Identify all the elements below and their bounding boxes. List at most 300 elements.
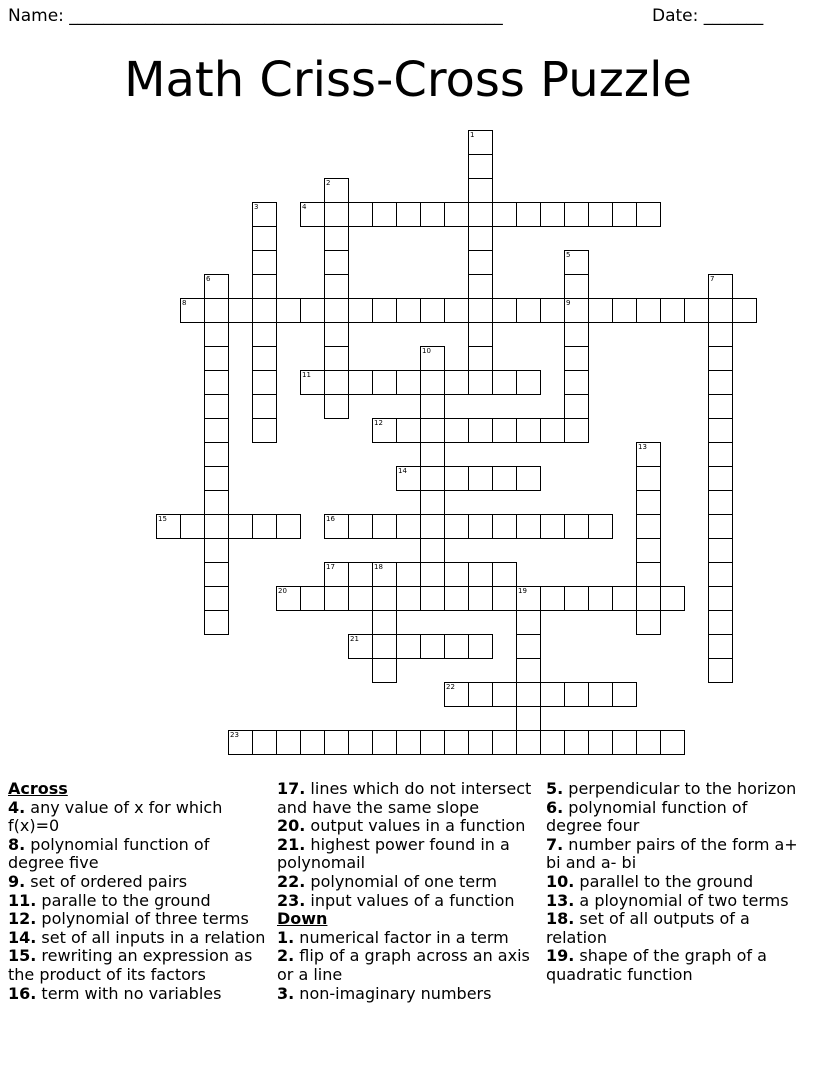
grid-cell[interactable] [324,178,349,203]
clue-number: 10 [422,347,431,355]
grid-cell[interactable] [636,514,661,539]
clue-item [277,817,539,836]
down-clue-list [277,929,539,1003]
grid-cell[interactable] [324,202,349,227]
clue-number: 3 [254,203,259,211]
clue-number: 13 [638,443,647,451]
clue-item [8,929,270,948]
grid-cell[interactable] [708,322,733,347]
clue-number: 18 [374,563,383,571]
grid-cell[interactable] [348,202,373,227]
grid-cell[interactable] [228,514,253,539]
grid-cell[interactable] [444,202,469,227]
clue-item-number: 6. [546,797,564,817]
clue-item-text: parallel to the ground [574,871,754,891]
clue-number: 4 [302,203,307,211]
clue-item-number: 4. [8,797,26,817]
clue-item-text: flip of a graph across an axis or a line [277,946,530,984]
grid-cell[interactable] [564,394,589,419]
grid-cell[interactable] [468,682,493,707]
grid-cell[interactable] [348,562,373,587]
clues-column-2 [277,780,539,1003]
grid-cell[interactable] [300,586,325,611]
clue-item-text: number pairs of the form a+ bi and a- bi [546,834,798,873]
grid-cell[interactable] [468,154,493,179]
grid-cell[interactable] [276,298,301,323]
grid-cell[interactable] [324,514,349,539]
grid-cell[interactable] [636,490,661,515]
grid-cell[interactable] [492,730,517,755]
grid-cell[interactable] [492,418,517,443]
grid-cell[interactable] [636,586,661,611]
grid-cell[interactable] [276,514,301,539]
clue-item-number: 13. [546,890,575,910]
grid-cell[interactable] [564,346,589,371]
grid-cell[interactable] [204,394,229,419]
grid-cell[interactable] [252,202,277,227]
clue-number: 11 [302,371,311,379]
clue-item-number: 17. [277,779,306,798]
clue-number: 1 [470,131,475,139]
clue-item-text: a ploynomial of two terms [574,890,789,910]
grid-cell[interactable] [372,610,397,635]
grid-cell[interactable] [204,490,229,515]
grid-cell[interactable] [204,562,229,587]
grid-cell[interactable] [612,586,637,611]
grid-cell[interactable] [396,514,421,539]
clue-number: 6 [206,275,211,283]
grid-cell[interactable] [252,730,277,755]
clue-item-number: 3. [277,983,295,1003]
clue-item [277,892,539,911]
grid-cell[interactable] [444,634,469,659]
clue-item-text: any value of x for which f(x)=0 [8,797,223,836]
grid-cell[interactable] [708,370,733,395]
across-heading: Across [8,779,68,798]
clues-column-3 [546,780,808,985]
clue-item-text: polynomial function of degree four [546,797,748,836]
grid-cell[interactable] [588,202,613,227]
grid-cell[interactable] [468,202,493,227]
clue-item-number: 22. [277,871,306,891]
grid-cell[interactable] [204,298,229,323]
grid-cell[interactable] [492,298,517,323]
grid-cell[interactable] [708,442,733,467]
grid-cell[interactable] [396,298,421,323]
grid-cell[interactable] [684,298,709,323]
clue-item [8,892,270,911]
grid-cell[interactable] [516,610,541,635]
grid-cell[interactable] [348,730,373,755]
grid-cell[interactable] [372,562,397,587]
grid-cell[interactable] [348,514,373,539]
grid-cell[interactable] [612,682,637,707]
clue-number: 23 [230,731,239,739]
clue-item-text: numerical factor in a term [294,927,509,947]
grid-cell[interactable] [396,634,421,659]
grid-cell[interactable] [468,466,493,491]
clue-item-number: 23. [277,890,306,910]
clue-item-text: polynomial of three terms [36,909,249,929]
grid-cell[interactable] [204,442,229,467]
clue-item-text: shape of the graph of a quadratic function [546,946,767,984]
clue-item [546,892,808,911]
clue-item-number: 8. [8,834,26,854]
grid-cell[interactable] [516,658,541,683]
clue-item [8,873,270,892]
clue-item-text: set of all outputs of a relation [546,909,750,947]
clue-number: 7 [710,275,715,283]
grid-cell[interactable] [492,586,517,611]
grid-cell[interactable] [540,586,565,611]
clue-item-text: paralle to the ground [36,890,211,910]
page-title: Math Criss-Cross Puzzle [124,52,692,108]
grid-cell[interactable] [252,370,277,395]
grid-cell[interactable] [564,586,589,611]
grid-cell[interactable] [252,226,277,251]
grid-cell[interactable] [204,466,229,491]
grid-cell[interactable] [588,682,613,707]
clue-number: 15 [158,515,167,523]
grid-cell[interactable] [444,418,469,443]
grid-cell[interactable] [516,634,541,659]
grid-cell[interactable] [492,562,517,587]
grid-cell[interactable] [612,298,637,323]
grid-cell[interactable] [180,514,205,539]
grid-cell[interactable] [540,418,565,443]
grid-cell[interactable] [420,466,445,491]
grid-cell[interactable] [396,466,421,491]
grid-cell[interactable] [324,730,349,755]
grid-cell[interactable] [540,202,565,227]
grid-cell[interactable] [468,130,493,155]
clue-item-number: 2. [277,946,295,966]
grid-cell[interactable] [516,586,541,611]
grid-cell[interactable] [204,586,229,611]
grid-cell[interactable] [204,322,229,347]
grid-cell[interactable] [252,418,277,443]
clue-item-number: 11. [8,890,37,910]
grid-cell[interactable] [732,298,757,323]
grid-cell[interactable] [660,586,685,611]
clue-number: 22 [446,683,455,691]
grid-cell[interactable] [708,298,733,323]
clue-number: 12 [374,419,383,427]
clue-item-number: 19. [546,946,575,966]
grid-cell[interactable] [276,730,301,755]
clue-item-number: 21. [277,834,306,854]
grid-cell[interactable] [252,322,277,347]
grid-cell[interactable] [372,418,397,443]
grid-cell[interactable] [252,250,277,275]
clue-item [8,947,270,984]
grid-cell[interactable] [468,418,493,443]
grid-cell[interactable] [348,370,373,395]
grid-cell[interactable] [420,562,445,587]
grid-cell[interactable] [636,298,661,323]
clue-item [546,799,808,836]
grid-cell[interactable] [708,634,733,659]
clue-item [277,985,539,1004]
grid-cell[interactable] [300,730,325,755]
grid-cell[interactable] [708,562,733,587]
clue-item [8,910,270,929]
grid-cell[interactable] [372,658,397,683]
grid-cell[interactable] [396,418,421,443]
grid-cell[interactable] [372,514,397,539]
grid-cell[interactable] [708,514,733,539]
clue-number: 19 [518,587,527,595]
grid-cell[interactable] [444,682,469,707]
name-field-label[interactable]: Name: ___________________________________________________ [8,6,503,26]
grid-cell[interactable] [372,730,397,755]
grid-cell[interactable] [708,274,733,299]
grid-cell[interactable] [588,514,613,539]
grid-cell[interactable] [228,730,253,755]
grid-cell[interactable] [516,706,541,731]
grid-cell[interactable] [252,394,277,419]
clue-item [277,836,539,873]
grid-cell[interactable] [636,466,661,491]
grid-cell[interactable] [276,586,301,611]
down-heading: Down [277,909,328,929]
grid-cell[interactable] [444,298,469,323]
grid-cell[interactable] [204,418,229,443]
grid-cell[interactable] [564,682,589,707]
grid-cell[interactable] [444,586,469,611]
grid-cell[interactable] [708,466,733,491]
grid-cell[interactable] [468,730,493,755]
grid-cell[interactable] [348,634,373,659]
clue-item-number: 9. [8,871,26,891]
grid-cell[interactable] [516,298,541,323]
grid-cell[interactable] [588,730,613,755]
grid-cell[interactable] [660,730,685,755]
grid-cell[interactable] [300,370,325,395]
grid-cell[interactable] [708,610,733,635]
grid-cell[interactable] [636,202,661,227]
grid-cell[interactable] [204,538,229,563]
grid-cell[interactable] [300,298,325,323]
clue-number: 9 [566,299,571,307]
clue-item-text: input values of a function [305,890,515,910]
down-clue-list-continued [546,780,808,985]
grid-cell[interactable] [324,562,349,587]
grid-cell[interactable] [252,514,277,539]
grid-cell[interactable] [636,442,661,467]
clue-number: 5 [566,251,571,259]
grid-cell[interactable] [396,202,421,227]
grid-cell[interactable] [396,730,421,755]
grid-cell[interactable] [492,202,517,227]
grid-cell[interactable] [180,298,205,323]
grid-cell[interactable] [204,346,229,371]
grid-cell[interactable] [468,562,493,587]
grid-cell[interactable] [468,322,493,347]
grid-cell[interactable] [324,226,349,251]
grid-cell[interactable] [468,346,493,371]
grid-cell[interactable] [228,298,253,323]
grid-cell[interactable] [468,274,493,299]
grid-cell[interactable] [324,586,349,611]
grid-cell[interactable] [468,298,493,323]
grid-cell[interactable] [708,538,733,563]
grid-cell[interactable] [348,586,373,611]
grid-cell[interactable] [420,418,445,443]
grid-cell[interactable] [324,322,349,347]
grid-cell[interactable] [420,538,445,563]
grid-cell[interactable] [372,370,397,395]
clue-item [8,985,270,1004]
grid-cell[interactable] [468,250,493,275]
clue-number: 2 [326,179,331,187]
grid-cell[interactable] [348,298,373,323]
grid-cell[interactable] [324,298,349,323]
grid-cell[interactable] [420,586,445,611]
grid-cell[interactable] [444,514,469,539]
grid-cell[interactable] [396,370,421,395]
clue-item-text: output values in a function [305,816,526,836]
grid-cell[interactable] [420,730,445,755]
clue-number: 14 [398,467,407,475]
grid-cell[interactable] [156,514,181,539]
grid-cell[interactable] [492,370,517,395]
grid-cell[interactable] [564,418,589,443]
grid-cell[interactable] [516,202,541,227]
grid-cell[interactable] [564,730,589,755]
clue-number: 17 [326,563,335,571]
grid-cell[interactable] [564,370,589,395]
grid-cell[interactable] [540,514,565,539]
grid-cell[interactable] [588,586,613,611]
grid-cell[interactable] [420,490,445,515]
grid-cell[interactable] [636,562,661,587]
across-clue-list [8,799,270,1004]
grid-cell[interactable] [564,514,589,539]
grid-cell[interactable] [324,346,349,371]
grid-cell[interactable] [612,730,637,755]
grid-cell[interactable] [636,538,661,563]
clue-item-number: 7. [546,834,564,854]
clue-item-text: polynomial of one term [305,871,497,891]
grid-cell[interactable] [252,274,277,299]
grid-cell[interactable] [540,682,565,707]
grid-cell[interactable] [252,346,277,371]
grid-cell[interactable] [420,514,445,539]
grid-cell[interactable] [588,298,613,323]
grid-cell[interactable] [516,730,541,755]
grid-cell[interactable] [516,418,541,443]
grid-cell[interactable] [540,730,565,755]
grid-cell[interactable] [492,682,517,707]
clue-item-text: lines which do not intersect and have the same slope [277,779,532,817]
grid-cell[interactable] [372,634,397,659]
grid-cell[interactable] [324,394,349,419]
grid-cell[interactable] [636,730,661,755]
grid-cell[interactable] [204,274,229,299]
grid-cell[interactable] [516,466,541,491]
grid-cell[interactable] [444,562,469,587]
grid-cell[interactable] [420,370,445,395]
grid-cell[interactable] [420,202,445,227]
grid-cell[interactable] [444,466,469,491]
grid-cell[interactable] [636,610,661,635]
grid-cell[interactable] [492,514,517,539]
grid-cell[interactable] [516,370,541,395]
clue-item-number: 15. [8,946,37,966]
across-clue-list-continued [277,780,539,910]
grid-cell[interactable] [444,730,469,755]
grid-cell[interactable] [708,490,733,515]
grid-cell[interactable] [324,274,349,299]
grid-cell[interactable] [204,370,229,395]
grid-cell[interactable] [492,466,517,491]
clue-item [546,836,808,873]
grid-cell[interactable] [468,634,493,659]
grid-cell[interactable] [372,202,397,227]
grid-cell[interactable] [708,658,733,683]
grid-cell[interactable] [564,274,589,299]
grid-cell[interactable] [420,298,445,323]
clue-item-text: set of ordered pairs [25,871,188,891]
grid-cell[interactable] [444,370,469,395]
grid-cell[interactable] [660,298,685,323]
grid-cell[interactable] [420,442,445,467]
grid-cell[interactable] [468,370,493,395]
clue-item-text: non-imaginary numbers [294,983,492,1003]
grid-cell[interactable] [516,514,541,539]
clue-item-number: 5. [546,779,564,798]
grid-cell[interactable] [420,346,445,371]
grid-cell[interactable] [396,586,421,611]
grid-cell[interactable] [612,202,637,227]
clue-item-number: 16. [8,983,37,1003]
grid-cell[interactable] [324,370,349,395]
grid-cell[interactable] [468,178,493,203]
grid-cell[interactable] [420,394,445,419]
grid-cell[interactable] [468,586,493,611]
grid-cell[interactable] [708,394,733,419]
date-field-label[interactable]: Date: _______ [652,6,764,26]
grid-cell[interactable] [564,202,589,227]
grid-cell[interactable] [564,322,589,347]
grid-cell[interactable] [516,682,541,707]
grid-cell[interactable] [300,202,325,227]
clue-item [546,947,808,984]
grid-cell[interactable] [708,346,733,371]
clue-item-text: term with no variables [36,983,222,1003]
grid-cell[interactable] [324,250,349,275]
grid-cell[interactable] [204,610,229,635]
grid-cell[interactable] [420,634,445,659]
grid-cell[interactable] [204,514,229,539]
grid-cell[interactable] [564,250,589,275]
grid-cell[interactable] [396,562,421,587]
clue-number: 16 [326,515,335,523]
clue-number: 20 [278,587,287,595]
clue-item-number: 14. [8,927,37,947]
grid-cell[interactable] [564,298,589,323]
grid-cell[interactable] [372,298,397,323]
grid-cell[interactable] [540,298,565,323]
grid-cell[interactable] [252,298,277,323]
grid-cell[interactable] [708,418,733,443]
grid-cell[interactable] [708,586,733,611]
grid-cell[interactable] [372,586,397,611]
grid-cell[interactable] [468,226,493,251]
grid-cell[interactable] [468,514,493,539]
clue-item [277,947,539,984]
